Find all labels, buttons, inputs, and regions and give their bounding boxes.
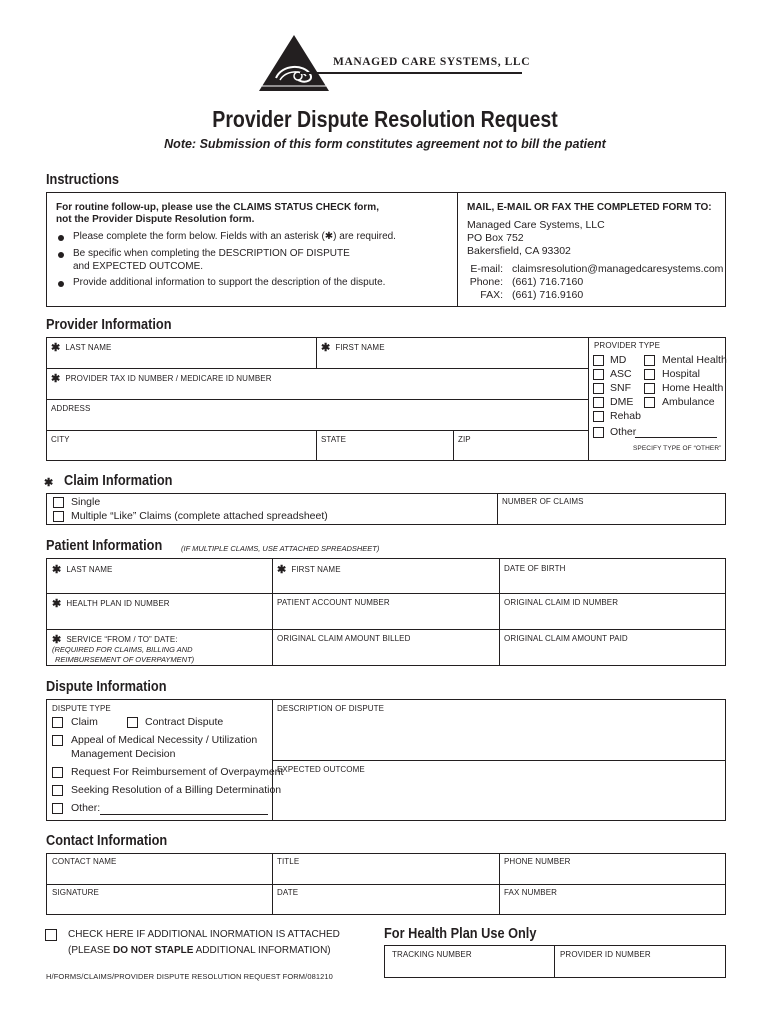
provider-type-hospital-checkbox[interactable] — [644, 369, 655, 380]
patient-heading: Patient Information — [46, 538, 163, 554]
claim-heading: Claim Information — [64, 473, 173, 489]
provider-type-label: PROVIDER TYPE — [594, 341, 661, 350]
provider-type-rehab-checkbox[interactable] — [593, 411, 604, 422]
phone-label: Phone: — [469, 276, 503, 288]
provider-type-dme-checkbox[interactable] — [593, 397, 604, 408]
bullet-icon — [58, 235, 64, 241]
bullet-icon — [58, 281, 64, 287]
service-date-label: SERVICE “FROM / TO” DATE: — [66, 635, 178, 644]
provider-col-line — [316, 337, 317, 368]
dispute-contract-label: Contract Dispute — [145, 716, 224, 728]
claim-single-label: Single — [71, 496, 101, 508]
instructions-heading: Instructions — [46, 172, 120, 188]
health-plan-heading: For Health Plan Use Only — [384, 926, 537, 942]
dispute-claim-checkbox[interactable] — [52, 717, 63, 728]
tracking-number-field[interactable]: TRACKING NUMBER — [392, 950, 472, 959]
provider-specify-other-label: SPECIFY TYPE OF “OTHER” — [633, 445, 722, 452]
dispute-billing-label: Seeking Resolution of a Billing Determination — [71, 784, 282, 796]
dispute-other-label: Other: — [71, 802, 101, 814]
patient-row-line — [46, 593, 726, 594]
provider-type-ambulance-checkbox[interactable] — [644, 397, 655, 408]
provider-first-name-field[interactable] — [321, 341, 385, 354]
patient-row-line — [46, 629, 726, 630]
patient-col-line — [272, 558, 273, 666]
mail-heading: MAIL, E-MAIL OR FAX THE COMPLETED FORM TO: — [467, 202, 712, 213]
provider-type-rehab-label: Rehab — [610, 410, 641, 422]
required-asterisk-icon: ✱ — [277, 564, 287, 576]
required-asterisk-icon: ✱ — [51, 342, 61, 354]
provider-type-divider — [588, 337, 589, 461]
provider-type-md-label: MD — [610, 354, 627, 366]
provider-type-hospital-label: Hospital — [662, 368, 700, 380]
instructions-lead-2: not the Provider Dispute Resolution form. — [56, 214, 255, 225]
required-asterisk-icon: ✱ — [52, 564, 62, 576]
dispute-reimbursement-label: Request For Reimbursement of Overpayment — [71, 766, 284, 778]
provider-col-line — [453, 430, 454, 461]
page-note: Note: Submission of this form constitutes agreement not to bill the patient — [164, 137, 606, 151]
claim-amount-paid-field[interactable]: ORIGINAL CLAIM AMOUNT PAID — [504, 634, 628, 643]
page-title: Provider Dispute Resolution Request — [212, 106, 558, 132]
claim-multiple-checkbox[interactable] — [53, 511, 64, 522]
dispute-other-line[interactable] — [100, 814, 268, 815]
instructions-bullet-2b: and EXPECTED OUTCOME. — [73, 261, 204, 272]
fax-value: (661) 716.9160 — [512, 289, 584, 301]
provider-type-snf-checkbox[interactable] — [593, 383, 604, 394]
company-name: MANAGED CARE SYSTEMS, LLC — [333, 56, 531, 68]
patient-last-name-label: LAST NAME — [66, 565, 113, 574]
patient-dob-field[interactable]: DATE OF BIRTH — [504, 564, 566, 573]
required-asterisk-icon: ✱ — [52, 598, 62, 610]
service-date-note-2: REIMBURSEMENT OF OVERPAYMENT) — [55, 655, 195, 664]
no-staple-note-part-2: DO NOT STAPLE — [113, 945, 194, 956]
provider-zip-field[interactable]: ZIP — [458, 435, 471, 444]
dispute-appeal-label-1: Appeal of Medical Necessity / Utilization — [71, 734, 258, 746]
bullet-icon — [58, 252, 64, 258]
expected-outcome-field[interactable]: EXPECTED OUTCOME — [277, 765, 365, 774]
number-of-claims-field[interactable]: NUMBER OF CLAIMS — [502, 497, 584, 506]
claim-multiple-label: Multiple “Like” Claims (complete attached spreadsheet) — [71, 510, 328, 522]
provider-type-md-checkbox[interactable] — [593, 355, 604, 366]
provider-city-field[interactable]: CITY — [51, 435, 70, 444]
provider-type-mental-health-label: Mental Health — [662, 354, 727, 366]
provider-state-field[interactable]: STATE — [321, 435, 347, 444]
signature-field[interactable]: SIGNATURE — [52, 888, 99, 897]
provider-type-other-label: Other — [610, 426, 637, 438]
provider-tax-id-field[interactable] — [51, 372, 272, 385]
provider-last-name-field[interactable] — [51, 341, 111, 354]
contact-col-line — [272, 853, 273, 915]
provider-type-snf-label: SNF — [610, 382, 631, 394]
service-date-note-1: (REQUIRED FOR CLAIMS, BILLING AND — [52, 645, 193, 654]
phone-value: (661) 716.7160 — [512, 276, 584, 288]
dispute-reimbursement-checkbox[interactable] — [52, 767, 63, 778]
contact-row-line — [46, 884, 726, 885]
dispute-appeal-checkbox[interactable] — [52, 735, 63, 746]
dispute-contract-checkbox[interactable] — [127, 717, 138, 728]
instructions-bullet-3: Provide additional information to support the description of the dispute. — [73, 277, 386, 288]
required-asterisk-icon: ✱ — [44, 477, 54, 489]
dispute-other-checkbox[interactable] — [52, 803, 63, 814]
no-staple-note-part-3: ADDITIONAL INFORMATION) — [193, 945, 331, 956]
instructions-lead-1: For routine follow-up, please use the CLAIMS STATUS CHECK form, — [56, 202, 379, 213]
dispute-description-field[interactable]: DESCRIPTION OF DISPUTE — [277, 704, 385, 713]
company-logo-icon — [258, 34, 330, 92]
provider-type-home-health-label: Home Health — [662, 382, 724, 394]
logo-rule — [300, 72, 522, 74]
mail-address-2: PO Box 752 — [467, 232, 524, 244]
patient-last-name-field[interactable] — [52, 563, 112, 576]
provider-other-line[interactable] — [635, 437, 717, 438]
contact-col-line — [499, 853, 500, 915]
provider-heading: Provider Information — [46, 317, 172, 333]
dispute-type-label: DISPUTE TYPE — [52, 704, 111, 713]
contact-name-field[interactable]: CONTACT NAME — [52, 857, 117, 866]
instructions-bullet-1: Please complete the form below. Fields with an asterisk (✱) are required. — [73, 231, 396, 242]
provider-col-line — [316, 430, 317, 461]
patient-plan-id-label: HEALTH PLAN ID NUMBER — [66, 599, 170, 608]
form-id: H/FORMS/CLAIMS/PROVIDER DISPUTE RESOLUTION REQUEST FORM/081210 — [46, 972, 333, 981]
provider-address-field[interactable]: ADDRESS — [51, 404, 91, 413]
dispute-billing-checkbox[interactable] — [52, 785, 63, 796]
no-staple-note-part-1: (PLEASE — [68, 945, 114, 956]
additional-info-checkbox[interactable] — [45, 929, 57, 941]
provider-first-name-label: FIRST NAME — [335, 343, 385, 352]
provider-type-asc-label: ASC — [610, 368, 632, 380]
additional-info-label: CHECK HERE IF ADDITIONAL INORMATION IS ATTACHED — [68, 929, 340, 940]
contact-title-field[interactable]: TITLE — [277, 857, 300, 866]
original-claim-id-field[interactable]: ORIGINAL CLAIM ID NUMBER — [504, 598, 619, 607]
fax-label: FAX: — [480, 289, 503, 301]
provider-tax-id-label: PROVIDER TAX ID NUMBER / MEDICARE ID NUMBER — [65, 374, 272, 383]
required-asterisk-icon: ✱ — [321, 342, 331, 354]
dispute-claim-label: Claim — [71, 716, 98, 728]
dispute-heading: Dispute Information — [46, 679, 167, 695]
claim-divider — [497, 493, 498, 525]
provider-type-ambulance-label: Ambulance — [662, 396, 715, 408]
contact-fax-field[interactable]: FAX NUMBER — [504, 888, 558, 897]
instructions-divider — [457, 192, 458, 307]
provider-row-line — [46, 368, 588, 369]
claim-single-checkbox[interactable] — [53, 497, 64, 508]
provider-type-mental-health-checkbox[interactable] — [644, 355, 655, 366]
email-label: E-mail: — [470, 263, 503, 275]
patient-first-name-field[interactable] — [277, 563, 341, 576]
dispute-appeal-label-2: Management Decision — [71, 748, 176, 760]
provider-id-number-field[interactable]: PROVIDER ID NUMBER — [560, 950, 651, 959]
provider-type-other-checkbox[interactable] — [593, 427, 604, 438]
contact-phone-field[interactable]: PHONE NUMBER — [504, 857, 571, 866]
patient-account-field[interactable]: PATIENT ACCOUNT NUMBER — [277, 598, 390, 607]
instructions-bullet-2a: Be specific when completing the DESCRIPTION OF DISPUTE — [73, 248, 350, 259]
claim-amount-billed-field[interactable]: ORIGINAL CLAIM AMOUNT BILLED — [277, 634, 411, 643]
mail-address-3: Bakersfield, CA 93302 — [467, 245, 571, 257]
provider-row-line — [46, 430, 588, 431]
patient-col-line — [499, 558, 500, 666]
patient-plan-id-field[interactable] — [52, 597, 170, 610]
no-staple-note — [68, 945, 331, 956]
patient-first-name-label: FIRST NAME — [291, 565, 341, 574]
mail-address-1: Managed Care Systems, LLC — [467, 219, 605, 231]
required-asterisk-icon: ✱ — [51, 373, 61, 385]
provider-type-asc-checkbox[interactable] — [593, 369, 604, 380]
patient-subheading: (IF MULTIPLE CLAIMS, USE ATTACHED SPREADSHEET) — [181, 544, 380, 553]
contact-date-field[interactable]: DATE — [277, 888, 299, 897]
contact-heading: Contact Information — [46, 833, 168, 849]
provider-type-home-health-checkbox[interactable] — [644, 383, 655, 394]
provider-type-dme-label: DME — [610, 396, 634, 408]
health-plan-divider — [554, 945, 555, 978]
provider-last-name-label: LAST NAME — [65, 343, 112, 352]
dispute-row-line — [272, 760, 726, 761]
provider-row-line — [46, 399, 588, 400]
required-asterisk-icon: ✱ — [52, 634, 62, 646]
email-value[interactable]: claimsresolution@managedcaresystems.com — [512, 263, 724, 275]
